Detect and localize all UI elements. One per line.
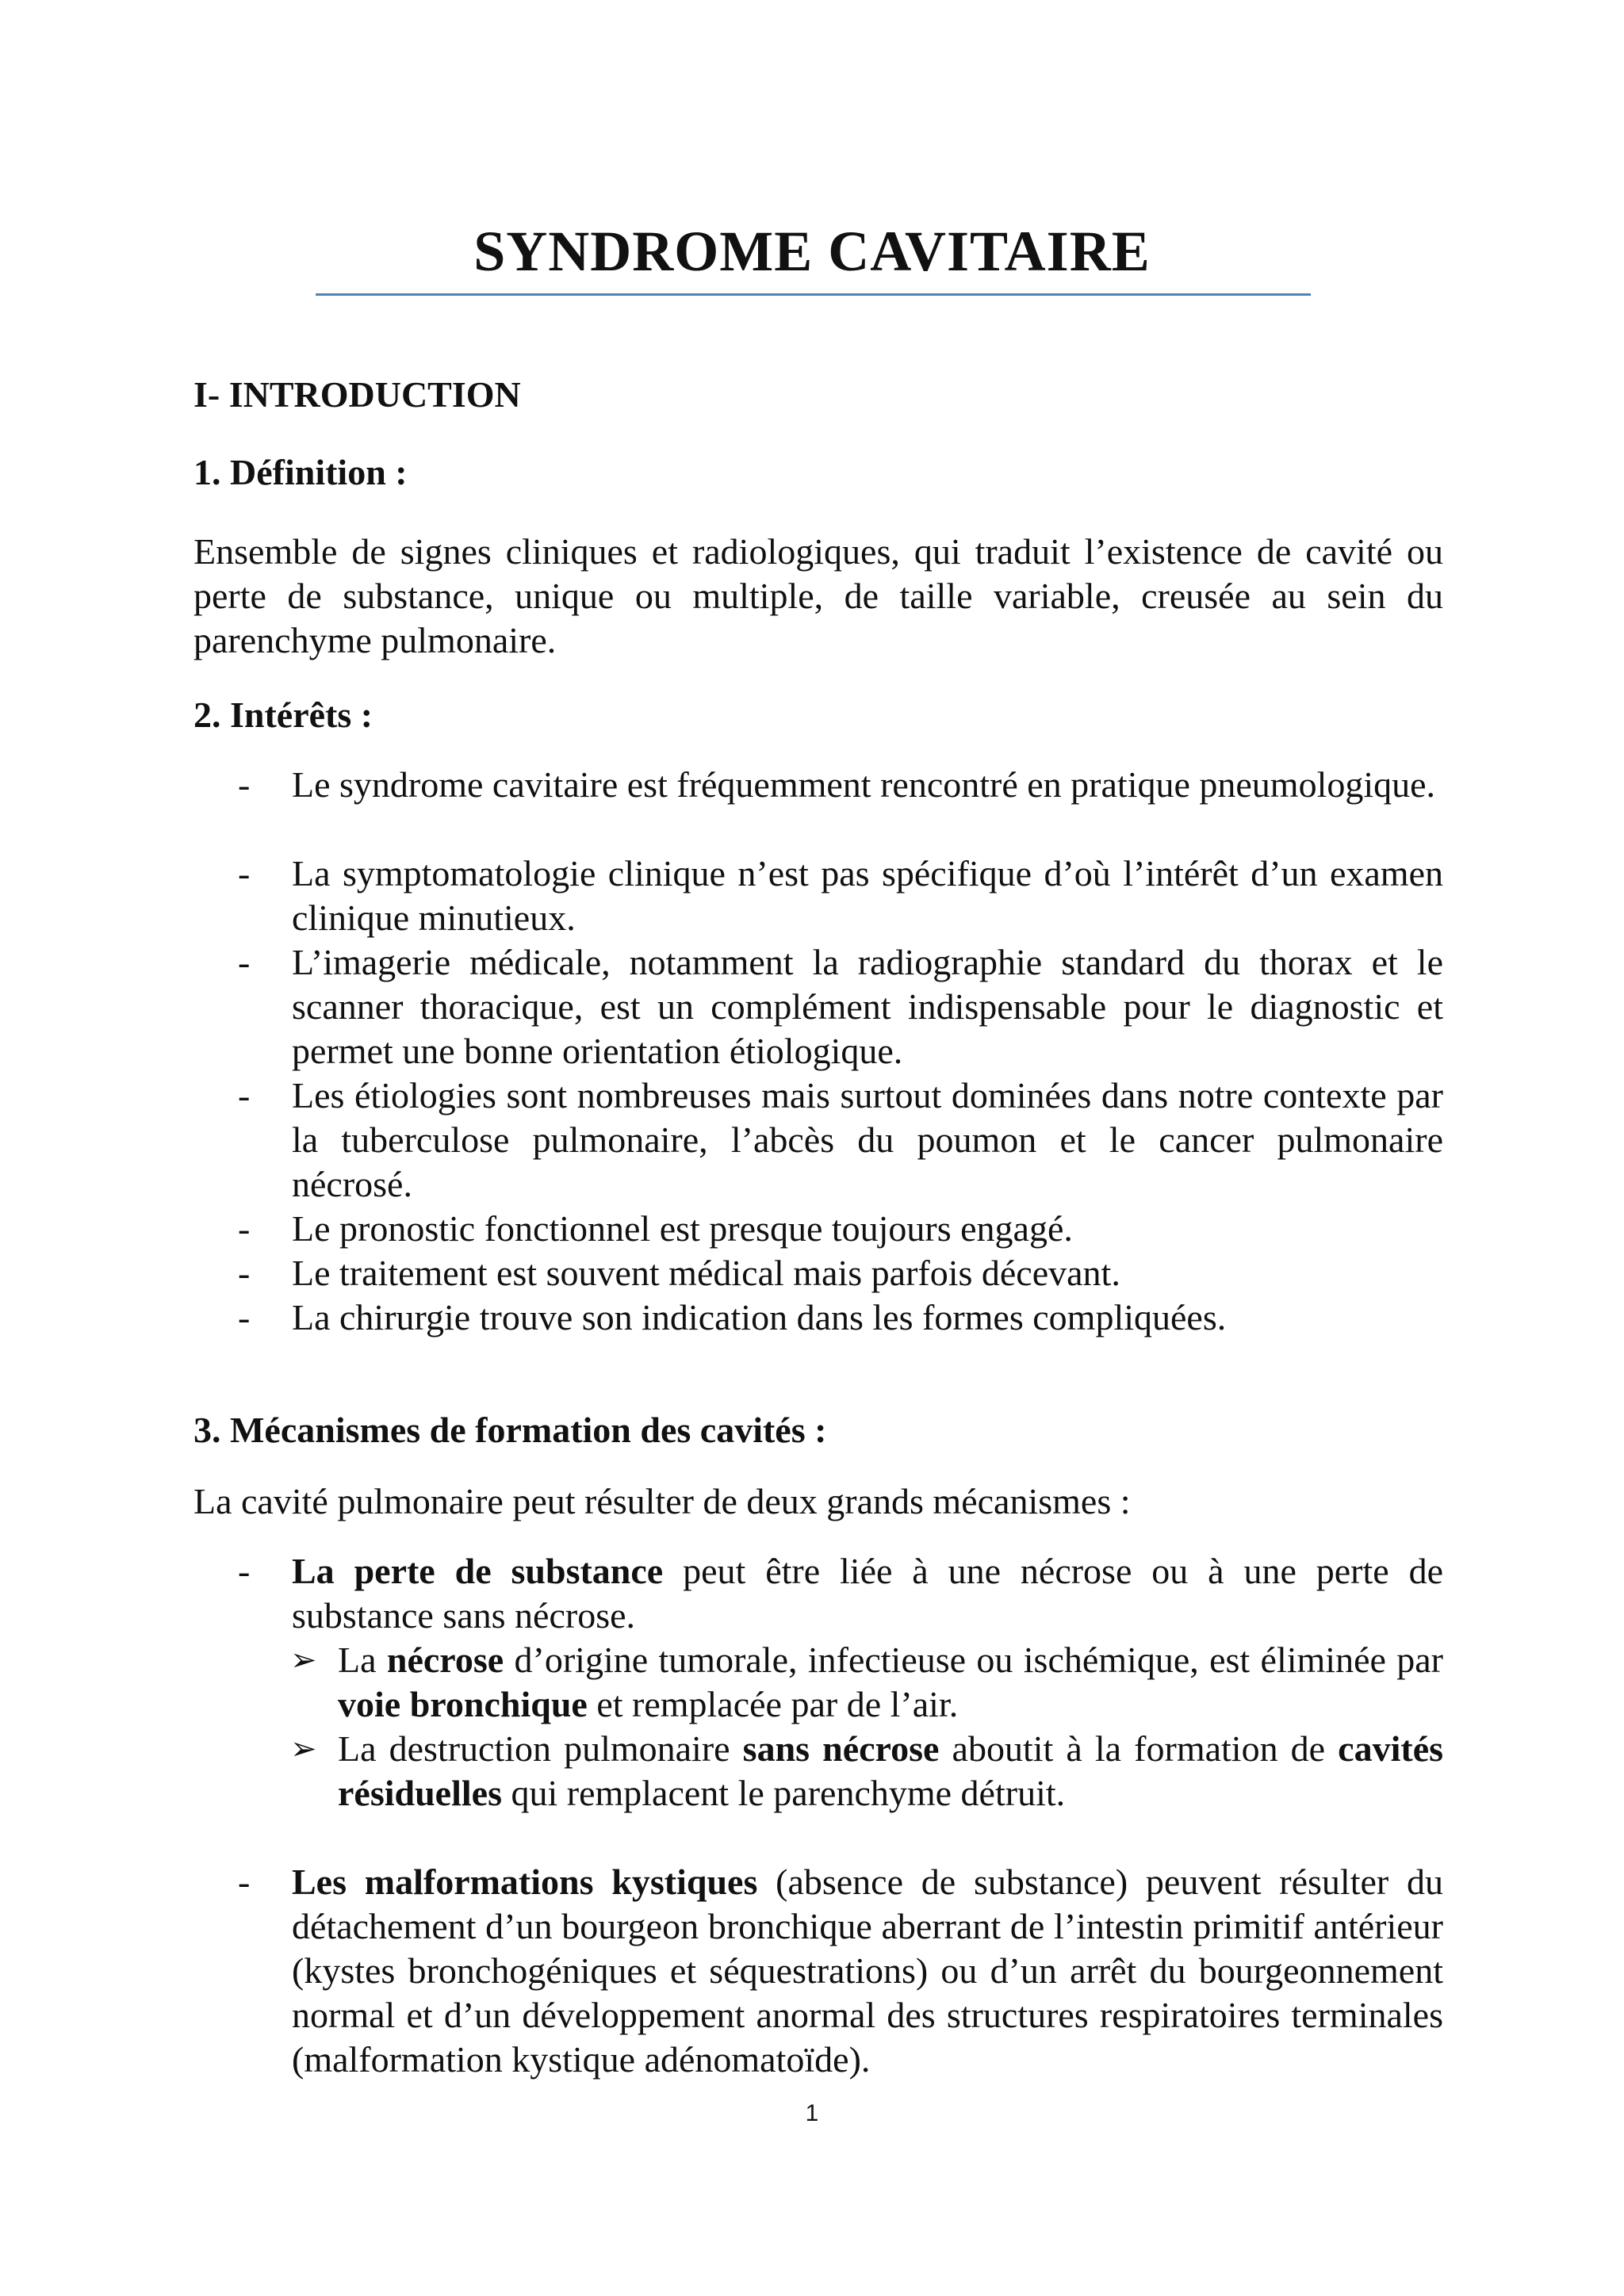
subheading-definition: 1. Définition :: [193, 452, 408, 492]
sub-list-item: [290, 1638, 1443, 1727]
list-item: [238, 763, 1443, 807]
page-title: SYNDROME CAVITAIRE: [473, 220, 1151, 283]
list-item: [238, 1860, 1443, 2082]
list-item-text: Le syndrome cavitaire est fréquemment rencontré en pratique pneumologique.: [292, 764, 1436, 805]
bold-term: La perte de substance: [292, 1551, 664, 1591]
dash-bullet: -: [238, 1862, 251, 1902]
list-item-text: La symptomatologie clinique n’est pas spécifique d’où l’intérêt d’un examen clinique minutieux.: [292, 853, 1443, 938]
list-item-text: Les étiologies sont nombreuses mais surtout dominées dans notre contexte par la tuberculose pulmonaire, l’abcès du poumon et le cancer pulmonaire nécrosé.: [292, 1075, 1443, 1204]
list-item: [238, 1073, 1443, 1207]
list-item: [238, 1207, 1443, 1251]
section-heading-introduction: I- INTRODUCTION: [193, 374, 521, 415]
list-item: [238, 1251, 1443, 1295]
dash-bullet: -: [238, 1297, 251, 1337]
list-item-text: Le pronostic fonctionnel est presque toujours engagé.: [292, 1208, 1073, 1249]
title-underline: [316, 293, 1311, 296]
list-item: [238, 1295, 1443, 1340]
arrow-bullet-icon: ➢: [290, 1731, 317, 1767]
list-item-text: Le traitement est souvent médical mais parfois décevant.: [292, 1253, 1120, 1293]
list-item: [238, 940, 1443, 1073]
subheading-mecanismes: 3. Mécanismes de formation des cavités :: [193, 1410, 827, 1450]
list-item-text: La perte de substance peut être liée à une nécrose ou à une perte de substance sans nécrose.: [292, 1551, 1444, 1636]
dash-bullet: -: [238, 1208, 251, 1249]
list-item: [238, 1549, 1443, 1638]
dash-bullet: -: [238, 853, 251, 894]
page-number: 1: [805, 2100, 819, 2126]
list-item: [238, 851, 1443, 940]
list-item-text: Les malformations kystiques (absence de substance) peuvent résulter du détachement d’un bourgeon bronchique aberrant de l’intestin primitif antérieur (kystes bronchogéniques et séquestrations) ou d’un arrêt du bourgeonnement normal et d’un développement anormal des structures respiratoires terminales (malformation kystique adénomatoïde).: [292, 1862, 1443, 2080]
subheading-interets: 2. Intérêts :: [193, 695, 373, 735]
arrow-bullet-icon: ➢: [290, 1642, 317, 1678]
definition-paragraph: Ensemble de signes cliniques et radiologiques, qui traduit l’existence de cavité ou perte de substance, unique ou multiple, de taille variable, creusée au sein du parenchyme pulmonaire.: [193, 531, 1443, 660]
dash-bullet: -: [238, 1551, 251, 1591]
dash-bullet: -: [238, 764, 251, 805]
list-item-text: L’imagerie médicale, notamment la radiographie standard du thorax et le scanner thoracique, est un complément indispensable pour le diagnostic et permet une bonne orientation étiologique.: [292, 942, 1443, 1071]
sub-list-item: [290, 1727, 1443, 1816]
dash-bullet: -: [238, 1075, 251, 1115]
dash-bullet: -: [238, 942, 251, 982]
bold-term: Les malformations kystiques: [292, 1862, 758, 1902]
sub-list-item-text: La destruction pulmonaire sans nécrose aboutit à la formation de cavités résiduelles qui remplacent le parenchyme détruit.: [338, 1728, 1444, 1813]
dash-bullet: -: [238, 1253, 251, 1293]
mecanismes-intro: La cavité pulmonaire peut résulter de deux grands mécanismes :: [193, 1481, 1131, 1521]
list-item-text: La chirurgie trouve son indication dans les formes compliquées.: [292, 1297, 1227, 1337]
sub-list-item-text: La nécrose d’origine tumorale, infectieuse ou ischémique, est éliminée par voie bronchique et remplacée par de l’air.: [338, 1640, 1444, 1724]
